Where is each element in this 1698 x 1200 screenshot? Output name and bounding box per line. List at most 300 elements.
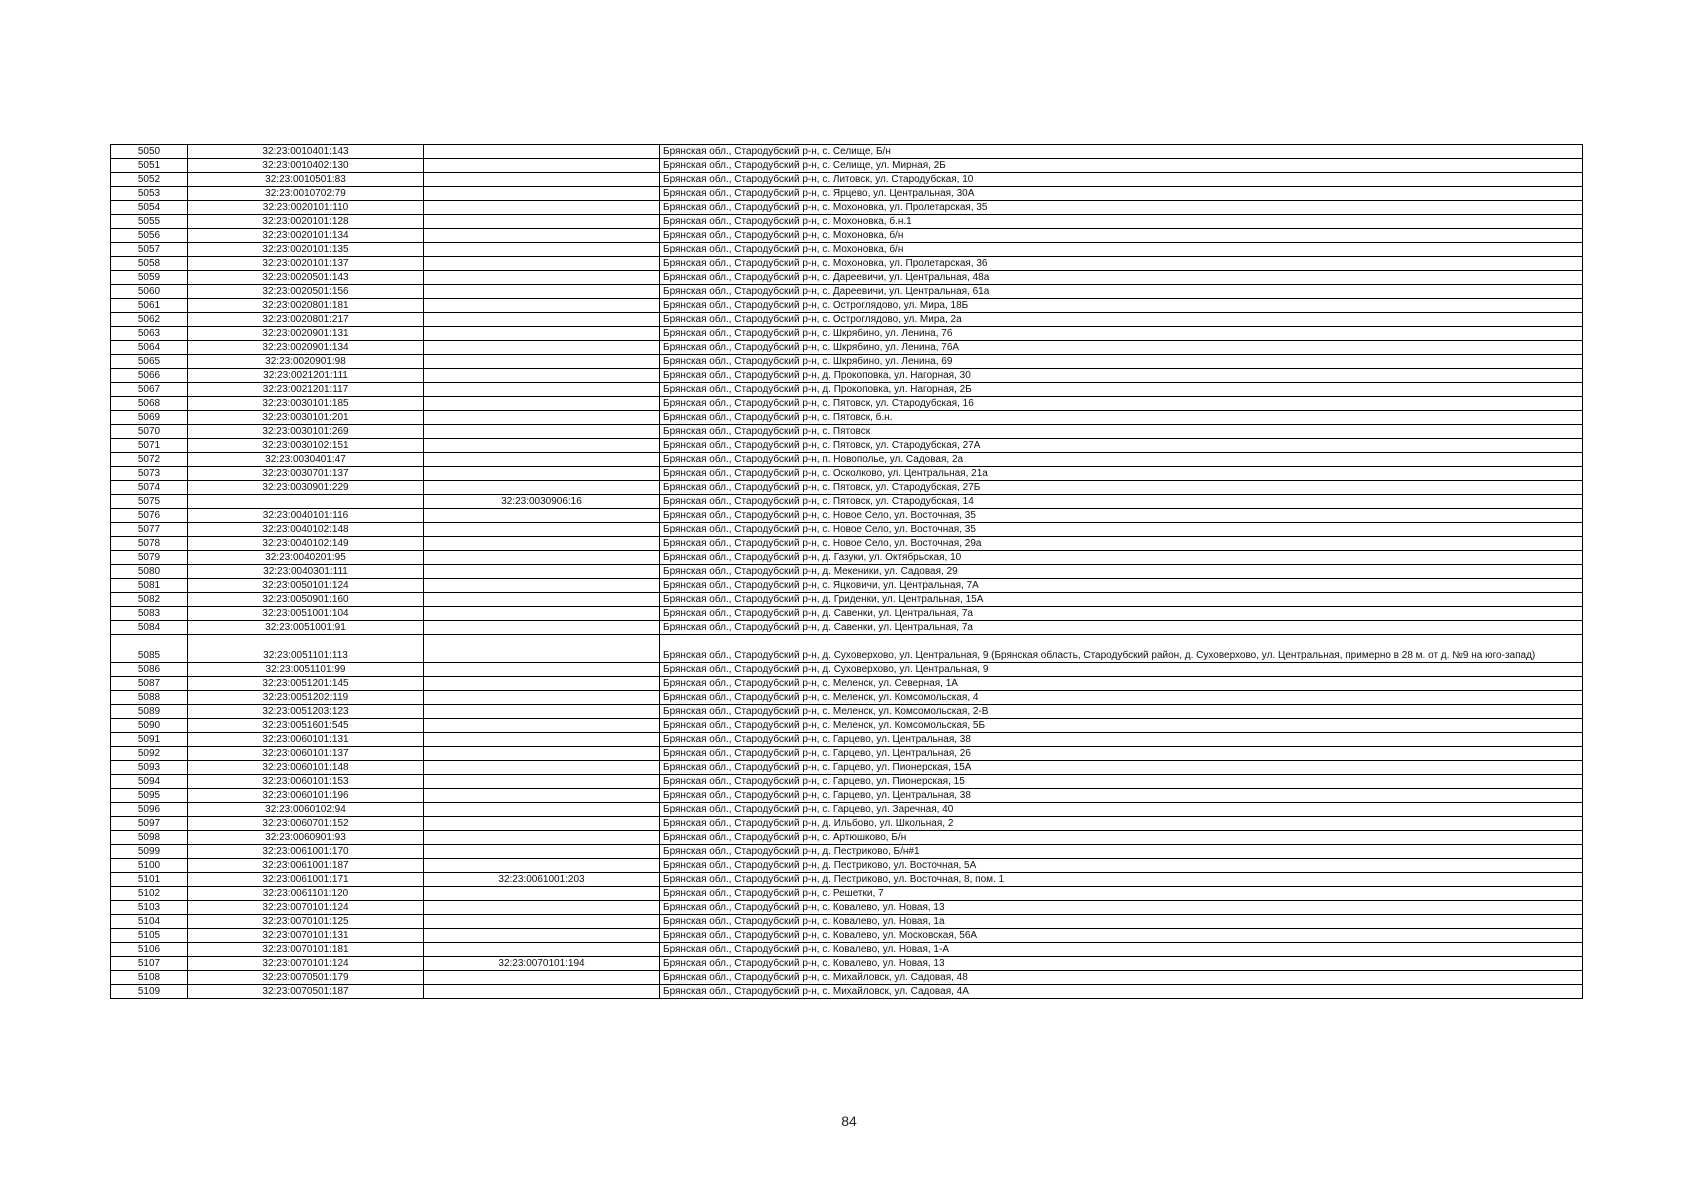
secondary-cadastral-number-cell bbox=[424, 887, 660, 901]
address-cell: Брянская обл., Стародубский р-н, с. Селище, Б/н bbox=[660, 145, 1583, 159]
secondary-cadastral-number-cell bbox=[424, 257, 660, 271]
row-number-cell: 5061 bbox=[111, 299, 188, 313]
address-cell: Брянская обл., Стародубский р-н, с. Пятовск bbox=[660, 425, 1583, 439]
row-number-cell: 5091 bbox=[111, 733, 188, 747]
cadastral-number-cell: 32:23:0070101:124 bbox=[188, 957, 424, 971]
table-row bbox=[111, 341, 1583, 355]
row-number-cell: 5051 bbox=[111, 159, 188, 173]
row-number-cell: 5109 bbox=[111, 985, 188, 999]
cadastral-number-cell: 32:23:0070101:131 bbox=[188, 929, 424, 943]
secondary-cadastral-number-cell bbox=[424, 985, 660, 999]
address-cell: Брянская обл., Стародубский р-н, п. Новополье, ул. Садовая, 2а bbox=[660, 453, 1583, 467]
address-cell: Брянская обл., Стародубский р-н, д. Ильбово, ул. Школьная, 2 bbox=[660, 817, 1583, 831]
address-cell: Брянская обл., Стародубский р-н, с. Дареевичи, ул. Центральная, 61а bbox=[660, 285, 1583, 299]
address-cell: Брянская обл., Стародубский р-н, с. Остроглядово, ул. Мира, 2а bbox=[660, 313, 1583, 327]
cadastral-number-cell: 32:23:0020801:217 bbox=[188, 313, 424, 327]
row-number-cell: 5056 bbox=[111, 229, 188, 243]
table-row bbox=[111, 943, 1583, 957]
address-cell: Брянская обл., Стародубский р-н, д. Савенки, ул. Центральная, 7а bbox=[660, 621, 1583, 635]
table-row bbox=[111, 901, 1583, 915]
row-number-cell: 5068 bbox=[111, 397, 188, 411]
secondary-cadastral-number-cell bbox=[424, 523, 660, 537]
cadastral-number-cell: 32:23:0051101:99 bbox=[188, 663, 424, 677]
address-cell: Брянская обл., Стародубский р-н, с. Гарцево, ул. Пионерская, 15 bbox=[660, 775, 1583, 789]
row-number-cell: 5096 bbox=[111, 803, 188, 817]
secondary-cadastral-number-cell bbox=[424, 299, 660, 313]
address-cell: Брянская обл., Стародубский р-н, с. Гарцево, ул. Центральная, 38 bbox=[660, 789, 1583, 803]
row-number-cell: 5108 bbox=[111, 971, 188, 985]
row-number-cell: 5099 bbox=[111, 845, 188, 859]
secondary-cadastral-number-cell bbox=[424, 411, 660, 425]
cadastral-number-cell: 32:23:0040101:116 bbox=[188, 509, 424, 523]
secondary-cadastral-number-cell bbox=[424, 383, 660, 397]
row-number-cell: 5079 bbox=[111, 551, 188, 565]
table-row bbox=[111, 285, 1583, 299]
cadastral-number-cell: 32:23:0070101:181 bbox=[188, 943, 424, 957]
cadastral-number-cell: 32:23:0051101:113 bbox=[188, 635, 424, 663]
secondary-cadastral-number-cell bbox=[424, 159, 660, 173]
secondary-cadastral-number-cell bbox=[424, 691, 660, 705]
secondary-cadastral-number-cell bbox=[424, 327, 660, 341]
secondary-cadastral-number-cell bbox=[424, 943, 660, 957]
table-row bbox=[111, 677, 1583, 691]
row-number-cell: 5072 bbox=[111, 453, 188, 467]
table-row bbox=[111, 579, 1583, 593]
row-number-cell: 5073 bbox=[111, 467, 188, 481]
row-number-cell: 5083 bbox=[111, 607, 188, 621]
address-cell: Брянская обл., Стародубский р-н, с. Гарцево, ул. Центральная, 38 bbox=[660, 733, 1583, 747]
secondary-cadastral-number-cell bbox=[424, 971, 660, 985]
secondary-cadastral-number-cell bbox=[424, 551, 660, 565]
row-number-cell: 5053 bbox=[111, 187, 188, 201]
table-row bbox=[111, 593, 1583, 607]
row-number-cell: 5077 bbox=[111, 523, 188, 537]
address-cell: Брянская обл., Стародубский р-н, с. Ковалево, ул. Новая, 1-А bbox=[660, 943, 1583, 957]
cadastral-number-cell: 32:23:0020901:131 bbox=[188, 327, 424, 341]
row-number-cell: 5100 bbox=[111, 859, 188, 873]
secondary-cadastral-number-cell bbox=[424, 215, 660, 229]
table-body bbox=[111, 145, 1583, 999]
row-number-cell: 5084 bbox=[111, 621, 188, 635]
secondary-cadastral-number-cell bbox=[424, 271, 660, 285]
row-number-cell: 5067 bbox=[111, 383, 188, 397]
row-number-cell: 5085 bbox=[111, 635, 188, 663]
cadastral-number-cell: 32:23:0040102:148 bbox=[188, 523, 424, 537]
cadastral-number-cell: 32:23:0030102:151 bbox=[188, 439, 424, 453]
address-cell: Брянская обл., Стародубский р-н, с. Яцковичи, ул. Центральная, 7А bbox=[660, 579, 1583, 593]
secondary-cadastral-number-cell bbox=[424, 313, 660, 327]
secondary-cadastral-number-cell bbox=[424, 565, 660, 579]
cadastral-number-cell: 32:23:0020101:134 bbox=[188, 229, 424, 243]
address-cell: Брянская обл., Стародубский р-н, с. Мохоновка, ул. Пролетарская, 36 bbox=[660, 257, 1583, 271]
address-cell: Брянская обл., Стародубский р-н, с. Гарцево, ул. Центральная, 26 bbox=[660, 747, 1583, 761]
secondary-cadastral-number-cell bbox=[424, 621, 660, 635]
row-number-cell: 5075 bbox=[111, 495, 188, 509]
cadastral-number-cell: 32:23:0030101:185 bbox=[188, 397, 424, 411]
table-row bbox=[111, 425, 1583, 439]
table-row bbox=[111, 789, 1583, 803]
secondary-cadastral-number-cell bbox=[424, 859, 660, 873]
row-number-cell: 5092 bbox=[111, 747, 188, 761]
address-cell: Брянская обл., Стародубский р-н, с. Остроглядово, ул. Мира, 18Б bbox=[660, 299, 1583, 313]
table-row bbox=[111, 145, 1583, 159]
table-row bbox=[111, 831, 1583, 845]
row-number-cell: 5062 bbox=[111, 313, 188, 327]
table-row bbox=[111, 369, 1583, 383]
address-cell: Брянская обл., Стародубский р-н, д. Суховерхово, ул. Центральная, 9 bbox=[660, 663, 1583, 677]
table-row bbox=[111, 173, 1583, 187]
table-row bbox=[111, 873, 1583, 887]
row-number-cell: 5104 bbox=[111, 915, 188, 929]
cadastral-number-cell: 32:23:0060701:152 bbox=[188, 817, 424, 831]
table-row bbox=[111, 803, 1583, 817]
table-row bbox=[111, 985, 1583, 999]
cadastral-number-cell: 32:23:0020101:110 bbox=[188, 201, 424, 215]
address-cell: Брянская обл., Стародубский р-н, с. Шкрябино, ул. Ленина, 69 bbox=[660, 355, 1583, 369]
cadastral-number-cell: 32:23:0020101:135 bbox=[188, 243, 424, 257]
cadastral-number-cell: 32:23:0051201:145 bbox=[188, 677, 424, 691]
cadastral-number-cell: 32:23:0060101:148 bbox=[188, 761, 424, 775]
address-cell: Брянская обл., Стародубский р-н, с. Гарцево, ул. Пионерская, 15А bbox=[660, 761, 1583, 775]
cadastral-number-cell: 32:23:0010402:130 bbox=[188, 159, 424, 173]
table-row bbox=[111, 495, 1583, 509]
secondary-cadastral-number-cell bbox=[424, 425, 660, 439]
row-number-cell: 5093 bbox=[111, 761, 188, 775]
property-registry-table bbox=[110, 144, 1583, 999]
table-row bbox=[111, 201, 1583, 215]
row-number-cell: 5065 bbox=[111, 355, 188, 369]
secondary-cadastral-number-cell bbox=[424, 817, 660, 831]
table-row bbox=[111, 159, 1583, 173]
row-number-cell: 5063 bbox=[111, 327, 188, 341]
secondary-cadastral-number-cell bbox=[424, 201, 660, 215]
cadastral-number-cell: 32:23:0061101:120 bbox=[188, 887, 424, 901]
address-cell: Брянская обл., Стародубский р-н, д. Пестриково, Б/н#1 bbox=[660, 845, 1583, 859]
row-number-cell: 5105 bbox=[111, 929, 188, 943]
address-cell: Брянская обл., Стародубский р-н, д. Суховерхово, ул. Центральная, 9 (Брянская область, Стародубский район, д. Суховерхово, ул. Центральная, примерно в 28 м. от д. №9 на юго-запад) bbox=[660, 635, 1583, 663]
table-row bbox=[111, 733, 1583, 747]
secondary-cadastral-number-cell bbox=[424, 929, 660, 943]
secondary-cadastral-number-cell bbox=[424, 607, 660, 621]
row-number-cell: 5102 bbox=[111, 887, 188, 901]
table-row bbox=[111, 411, 1583, 425]
table-row bbox=[111, 859, 1583, 873]
cadastral-number-cell bbox=[188, 495, 424, 509]
secondary-cadastral-number-cell bbox=[424, 901, 660, 915]
table-row bbox=[111, 523, 1583, 537]
row-number-cell: 5071 bbox=[111, 439, 188, 453]
address-cell: Брянская обл., Стародубский р-н, с. Новое Село, ул. Восточная, 35 bbox=[660, 523, 1583, 537]
secondary-cadastral-number-cell bbox=[424, 705, 660, 719]
secondary-cadastral-number-cell bbox=[424, 453, 660, 467]
row-number-cell: 5101 bbox=[111, 873, 188, 887]
secondary-cadastral-number-cell bbox=[424, 285, 660, 299]
table-row bbox=[111, 299, 1583, 313]
secondary-cadastral-number-cell bbox=[424, 831, 660, 845]
cadastral-number-cell: 32:23:0020901:134 bbox=[188, 341, 424, 355]
secondary-cadastral-number-cell: 32:23:0030906:16 bbox=[424, 495, 660, 509]
table-row bbox=[111, 313, 1583, 327]
address-cell: Брянская обл., Стародубский р-н, с. Меленск, ул. Комсомольская, 2-В bbox=[660, 705, 1583, 719]
cadastral-number-cell: 32:23:0010501:83 bbox=[188, 173, 424, 187]
secondary-cadastral-number-cell bbox=[424, 747, 660, 761]
address-cell: Брянская обл., Стародубский р-н, с. Шкрябино, ул. Ленина, 76А bbox=[660, 341, 1583, 355]
table-row bbox=[111, 971, 1583, 985]
address-cell: Брянская обл., Стародубский р-н, с. Дареевичи, ул. Центральная, 48а bbox=[660, 271, 1583, 285]
address-cell: Брянская обл., Стародубский р-н, д. Прокоповка, ул. Нагорная, 2Б bbox=[660, 383, 1583, 397]
row-number-cell: 5060 bbox=[111, 285, 188, 299]
cadastral-number-cell: 32:23:0040201:95 bbox=[188, 551, 424, 565]
table-row bbox=[111, 957, 1583, 971]
cadastral-number-cell: 32:23:0051001:91 bbox=[188, 621, 424, 635]
address-cell: Брянская обл., Стародубский р-н, с. Новое Село, ул. Восточная, 35 bbox=[660, 509, 1583, 523]
address-cell: Брянская обл., Стародубский р-н, с. Мохоновка, б/н bbox=[660, 229, 1583, 243]
table-row bbox=[111, 747, 1583, 761]
secondary-cadastral-number-cell bbox=[424, 915, 660, 929]
address-cell: Брянская обл., Стародубский р-н, с. Пятовск, ул. Стародубская, 27Б bbox=[660, 481, 1583, 495]
address-cell: Брянская обл., Стародубский р-н, д. Мекеники, ул. Садовая, 29 bbox=[660, 565, 1583, 579]
address-cell: Брянская обл., Стародубский р-н, с. Мохоновка, б/н bbox=[660, 243, 1583, 257]
secondary-cadastral-number-cell bbox=[424, 789, 660, 803]
address-cell: Брянская обл., Стародубский р-н, с. Ковалево, ул. Новая, 1а bbox=[660, 915, 1583, 929]
row-number-cell: 5078 bbox=[111, 537, 188, 551]
cadastral-number-cell: 32:23:0061001:171 bbox=[188, 873, 424, 887]
table-row bbox=[111, 621, 1583, 635]
cadastral-number-cell: 32:23:0051203:123 bbox=[188, 705, 424, 719]
row-number-cell: 5089 bbox=[111, 705, 188, 719]
row-number-cell: 5058 bbox=[111, 257, 188, 271]
cadastral-number-cell: 32:23:0070501:179 bbox=[188, 971, 424, 985]
cadastral-number-cell: 32:23:0020501:156 bbox=[188, 285, 424, 299]
row-number-cell: 5106 bbox=[111, 943, 188, 957]
row-number-cell: 5080 bbox=[111, 565, 188, 579]
address-cell: Брянская обл., Стародубский р-н, д. Савенки, ул. Центральная, 7а bbox=[660, 607, 1583, 621]
cadastral-number-cell: 32:23:0020901:98 bbox=[188, 355, 424, 369]
address-cell: Брянская обл., Стародубский р-н, д. Пестриково, ул. Восточная, 8, пом. 1 bbox=[660, 873, 1583, 887]
address-cell: Брянская обл., Стародубский р-н, с. Ярцево, ул. Центральная, 30А bbox=[660, 187, 1583, 201]
cadastral-number-cell: 32:23:0030101:269 bbox=[188, 425, 424, 439]
row-number-cell: 5076 bbox=[111, 509, 188, 523]
cadastral-number-cell: 32:23:0020101:137 bbox=[188, 257, 424, 271]
row-number-cell: 5064 bbox=[111, 341, 188, 355]
cadastral-number-cell: 32:23:0051601:545 bbox=[188, 719, 424, 733]
table-row bbox=[111, 229, 1583, 243]
table-row bbox=[111, 887, 1583, 901]
row-number-cell: 5054 bbox=[111, 201, 188, 215]
row-number-cell: 5088 bbox=[111, 691, 188, 705]
address-cell: Брянская обл., Стародубский р-н, с. Литовск, ул. Стародубская, 10 bbox=[660, 173, 1583, 187]
row-number-cell: 5087 bbox=[111, 677, 188, 691]
address-cell: Брянская обл., Стародубский р-н, с. Пятовск, ул. Стародубская, 14 bbox=[660, 495, 1583, 509]
cadastral-number-cell: 32:23:0021201:117 bbox=[188, 383, 424, 397]
table-row bbox=[111, 383, 1583, 397]
row-number-cell: 5070 bbox=[111, 425, 188, 439]
table-row bbox=[111, 761, 1583, 775]
table-row bbox=[111, 607, 1583, 621]
secondary-cadastral-number-cell bbox=[424, 509, 660, 523]
table-row bbox=[111, 257, 1583, 271]
secondary-cadastral-number-cell bbox=[424, 439, 660, 453]
row-number-cell: 5090 bbox=[111, 719, 188, 733]
secondary-cadastral-number-cell bbox=[424, 663, 660, 677]
cadastral-number-cell: 32:23:0020101:128 bbox=[188, 215, 424, 229]
secondary-cadastral-number-cell bbox=[424, 677, 660, 691]
table-row bbox=[111, 915, 1583, 929]
address-cell: Брянская обл., Стародубский р-н, с. Ковалево, ул. Новая, 13 bbox=[660, 957, 1583, 971]
row-number-cell: 5081 bbox=[111, 579, 188, 593]
secondary-cadastral-number-cell: 32:23:0061001:203 bbox=[424, 873, 660, 887]
address-cell: Брянская обл., Стародубский р-н, с. Меленск, ул. Комсомольская, 4 bbox=[660, 691, 1583, 705]
secondary-cadastral-number-cell bbox=[424, 845, 660, 859]
cadastral-number-cell: 32:23:0070101:125 bbox=[188, 915, 424, 929]
table-row bbox=[111, 537, 1583, 551]
address-cell: Брянская обл., Стародубский р-н, с. Михайловск, ул. Садовая, 4А bbox=[660, 985, 1583, 999]
address-cell: Брянская обл., Стародубский р-н, с. Мохоновка, б.н.1 bbox=[660, 215, 1583, 229]
address-cell: Брянская обл., Стародубский р-н, с. Ковалево, ул. Новая, 13 bbox=[660, 901, 1583, 915]
row-number-cell: 5094 bbox=[111, 775, 188, 789]
secondary-cadastral-number-cell bbox=[424, 803, 660, 817]
secondary-cadastral-number-cell bbox=[424, 229, 660, 243]
secondary-cadastral-number-cell bbox=[424, 369, 660, 383]
address-cell: Брянская обл., Стародубский р-н, с. Ковалево, ул. Московская, 56А bbox=[660, 929, 1583, 943]
row-number-cell: 5066 bbox=[111, 369, 188, 383]
cadastral-number-cell: 32:23:0030901:229 bbox=[188, 481, 424, 495]
secondary-cadastral-number-cell bbox=[424, 579, 660, 593]
table-row bbox=[111, 271, 1583, 285]
row-number-cell: 5086 bbox=[111, 663, 188, 677]
cadastral-number-cell: 32:23:0050101:124 bbox=[188, 579, 424, 593]
address-cell: Брянская обл., Стародубский р-н, с. Шкрябино, ул. Ленина, 76 bbox=[660, 327, 1583, 341]
secondary-cadastral-number-cell bbox=[424, 733, 660, 747]
secondary-cadastral-number-cell bbox=[424, 593, 660, 607]
address-cell: Брянская обл., Стародубский р-н, с. Решетки, 7 bbox=[660, 887, 1583, 901]
row-number-cell: 5074 bbox=[111, 481, 188, 495]
table-row bbox=[111, 453, 1583, 467]
cadastral-number-cell: 32:23:0060102:94 bbox=[188, 803, 424, 817]
address-cell: Брянская обл., Стародубский р-н, д. Пестриково, ул. Восточная, 5А bbox=[660, 859, 1583, 873]
address-cell: Брянская обл., Стародубский р-н, д. Газуки, ул. Октябрьская, 10 bbox=[660, 551, 1583, 565]
address-cell: Брянская обл., Стародубский р-н, с. Мохоновка, ул. Пролетарская, 35 bbox=[660, 201, 1583, 215]
address-cell: Брянская обл., Стародубский р-н, с. Артюшково, Б/н bbox=[660, 831, 1583, 845]
secondary-cadastral-number-cell bbox=[424, 467, 660, 481]
cadastral-number-cell: 32:23:0020801:181 bbox=[188, 299, 424, 313]
secondary-cadastral-number-cell bbox=[424, 761, 660, 775]
address-cell: Брянская обл., Стародубский р-н, с. Михайловск, ул. Садовая, 48 bbox=[660, 971, 1583, 985]
row-number-cell: 5097 bbox=[111, 817, 188, 831]
table-row bbox=[111, 705, 1583, 719]
cadastral-number-cell: 32:23:0051202:119 bbox=[188, 691, 424, 705]
row-number-cell: 5095 bbox=[111, 789, 188, 803]
address-cell: Брянская обл., Стародубский р-н, с. Меленск, ул. Комсомольская, 5Б bbox=[660, 719, 1583, 733]
table-row bbox=[111, 481, 1583, 495]
secondary-cadastral-number-cell bbox=[424, 187, 660, 201]
table-row bbox=[111, 817, 1583, 831]
table-row bbox=[111, 719, 1583, 733]
secondary-cadastral-number-cell bbox=[424, 635, 660, 663]
cadastral-number-cell: 32:23:0010702:79 bbox=[188, 187, 424, 201]
table-row bbox=[111, 243, 1583, 257]
address-cell: Брянская обл., Стародубский р-н, с. Гарцево, ул. Заречная, 40 bbox=[660, 803, 1583, 817]
cadastral-number-cell: 32:23:0030101:201 bbox=[188, 411, 424, 425]
row-number-cell: 5055 bbox=[111, 215, 188, 229]
cadastral-number-cell: 32:23:0030401:47 bbox=[188, 453, 424, 467]
cadastral-number-cell: 32:23:0020501:143 bbox=[188, 271, 424, 285]
table-row bbox=[111, 327, 1583, 341]
table-row bbox=[111, 215, 1583, 229]
address-cell: Брянская обл., Стародубский р-н, д. Гриденки, ул. Центральная, 15А bbox=[660, 593, 1583, 607]
table-row bbox=[111, 187, 1583, 201]
row-number-cell: 5057 bbox=[111, 243, 188, 257]
secondary-cadastral-number-cell bbox=[424, 173, 660, 187]
address-cell: Брянская обл., Стародубский р-н, с. Селище, ул. Мирная, 2Б bbox=[660, 159, 1583, 173]
table-row bbox=[111, 509, 1583, 523]
table-row bbox=[111, 551, 1583, 565]
secondary-cadastral-number-cell bbox=[424, 341, 660, 355]
secondary-cadastral-number-cell bbox=[424, 481, 660, 495]
row-number-cell: 5059 bbox=[111, 271, 188, 285]
cadastral-number-cell: 32:23:0040102:149 bbox=[188, 537, 424, 551]
table-row bbox=[111, 775, 1583, 789]
table-row bbox=[111, 845, 1583, 859]
row-number-cell: 5082 bbox=[111, 593, 188, 607]
address-cell: Брянская обл., Стародубский р-н, с. Осколково, ул. Центральная, 21а bbox=[660, 467, 1583, 481]
cadastral-number-cell: 32:23:0030701:137 bbox=[188, 467, 424, 481]
address-cell: Брянская обл., Стародубский р-н, с. Меленск, ул. Северная, 1А bbox=[660, 677, 1583, 691]
cadastral-number-cell: 32:23:0070101:124 bbox=[188, 901, 424, 915]
table-row bbox=[111, 439, 1583, 453]
page-number: 84 bbox=[841, 1113, 857, 1129]
row-number-cell: 5050 bbox=[111, 145, 188, 159]
table-row bbox=[111, 691, 1583, 705]
secondary-cadastral-number-cell bbox=[424, 775, 660, 789]
address-cell: Брянская обл., Стародубский р-н, с. Новое Село, ул. Восточная, 29а bbox=[660, 537, 1583, 551]
cadastral-number-cell: 32:23:0060101:131 bbox=[188, 733, 424, 747]
secondary-cadastral-number-cell bbox=[424, 243, 660, 257]
table-row bbox=[111, 929, 1583, 943]
cadastral-number-cell: 32:23:0061001:170 bbox=[188, 845, 424, 859]
secondary-cadastral-number-cell bbox=[424, 719, 660, 733]
row-number-cell: 5098 bbox=[111, 831, 188, 845]
cadastral-number-cell: 32:23:0050901:160 bbox=[188, 593, 424, 607]
secondary-cadastral-number-cell bbox=[424, 145, 660, 159]
cadastral-number-cell: 32:23:0040301:111 bbox=[188, 565, 424, 579]
row-number-cell: 5052 bbox=[111, 173, 188, 187]
table-row bbox=[111, 467, 1583, 481]
cadastral-number-cell: 32:23:0021201:111 bbox=[188, 369, 424, 383]
address-cell: Брянская обл., Стародубский р-н, с. Пятовск, ул. Стародубская, 16 bbox=[660, 397, 1583, 411]
secondary-cadastral-number-cell bbox=[424, 397, 660, 411]
row-number-cell: 5069 bbox=[111, 411, 188, 425]
cadastral-number-cell: 32:23:0061001:187 bbox=[188, 859, 424, 873]
address-cell: Брянская обл., Стародубский р-н, д. Прокоповка, ул. Нагорная, 30 bbox=[660, 369, 1583, 383]
secondary-cadastral-number-cell bbox=[424, 355, 660, 369]
secondary-cadastral-number-cell: 32:23:0070101:194 bbox=[424, 957, 660, 971]
address-cell: Брянская обл., Стародубский р-н, с. Пятовск, ул. Стародубская, 27А bbox=[660, 439, 1583, 453]
row-number-cell: 5103 bbox=[111, 901, 188, 915]
table-row bbox=[111, 355, 1583, 369]
table-row bbox=[111, 397, 1583, 411]
cadastral-number-cell: 32:23:0060901:93 bbox=[188, 831, 424, 845]
secondary-cadastral-number-cell bbox=[424, 537, 660, 551]
table-row bbox=[111, 663, 1583, 677]
cadastral-number-cell: 32:23:0051001:104 bbox=[188, 607, 424, 621]
cadastral-number-cell: 32:23:0060101:196 bbox=[188, 789, 424, 803]
table-row bbox=[111, 635, 1583, 663]
cadastral-number-cell: 32:23:0070501:187 bbox=[188, 985, 424, 999]
address-cell: Брянская обл., Стародубский р-н, с. Пятовск, б.н. bbox=[660, 411, 1583, 425]
row-number-cell: 5107 bbox=[111, 957, 188, 971]
cadastral-number-cell: 32:23:0060101:153 bbox=[188, 775, 424, 789]
